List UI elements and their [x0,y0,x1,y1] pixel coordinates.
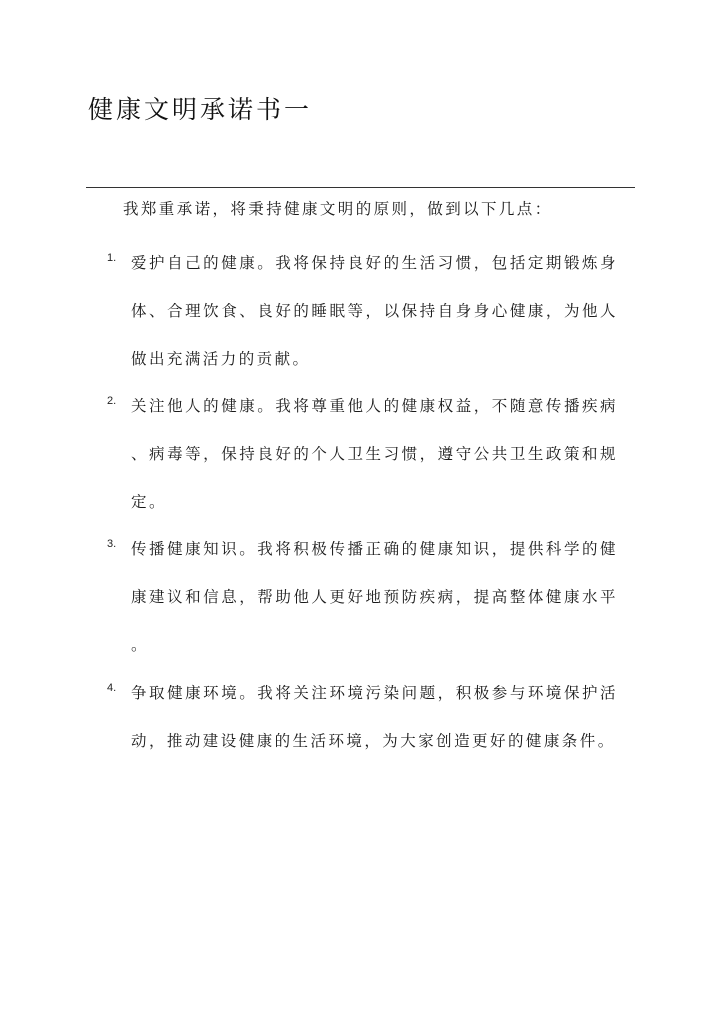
commitment-number: 1. [107,252,117,264]
commitment-text: 传播健康知识。我将积极传播正确的健康知识，提供科学的健康建议和信息，帮助他人更好地预防疾病，提高整体健康水平。 [131,540,618,654]
commitment-number: 2. [107,395,117,407]
title-divider [86,187,635,188]
commitment-text: 爱护自己的健康。我将保持良好的生活习惯，包括定期锻炼身体、合理饮食、良好的睡眠等，以保持自身身心健康，为他人做出充满活力的贡献。 [131,254,618,368]
commitment-text: 争取健康环境。我将关注环境污染问题，积极参与环境保护活动，推动建设健康的生活环境，为大家创造更好的健康条件。 [131,684,618,750]
commitment-text: 关注他人的健康。我将尊重他人的健康权益，不随意传播疾病、病毒等，保持良好的个人卫生习惯，遵守公共卫生政策和规定。 [131,397,618,511]
document-title: 健康文明承诺书一 [88,95,313,124]
commitment-number: 4. [107,682,117,694]
commitment-number: 3. [107,538,117,550]
intro-paragraph: 我郑重承诺，将秉持健康文明的原则，做到以下几点： [123,200,553,218]
